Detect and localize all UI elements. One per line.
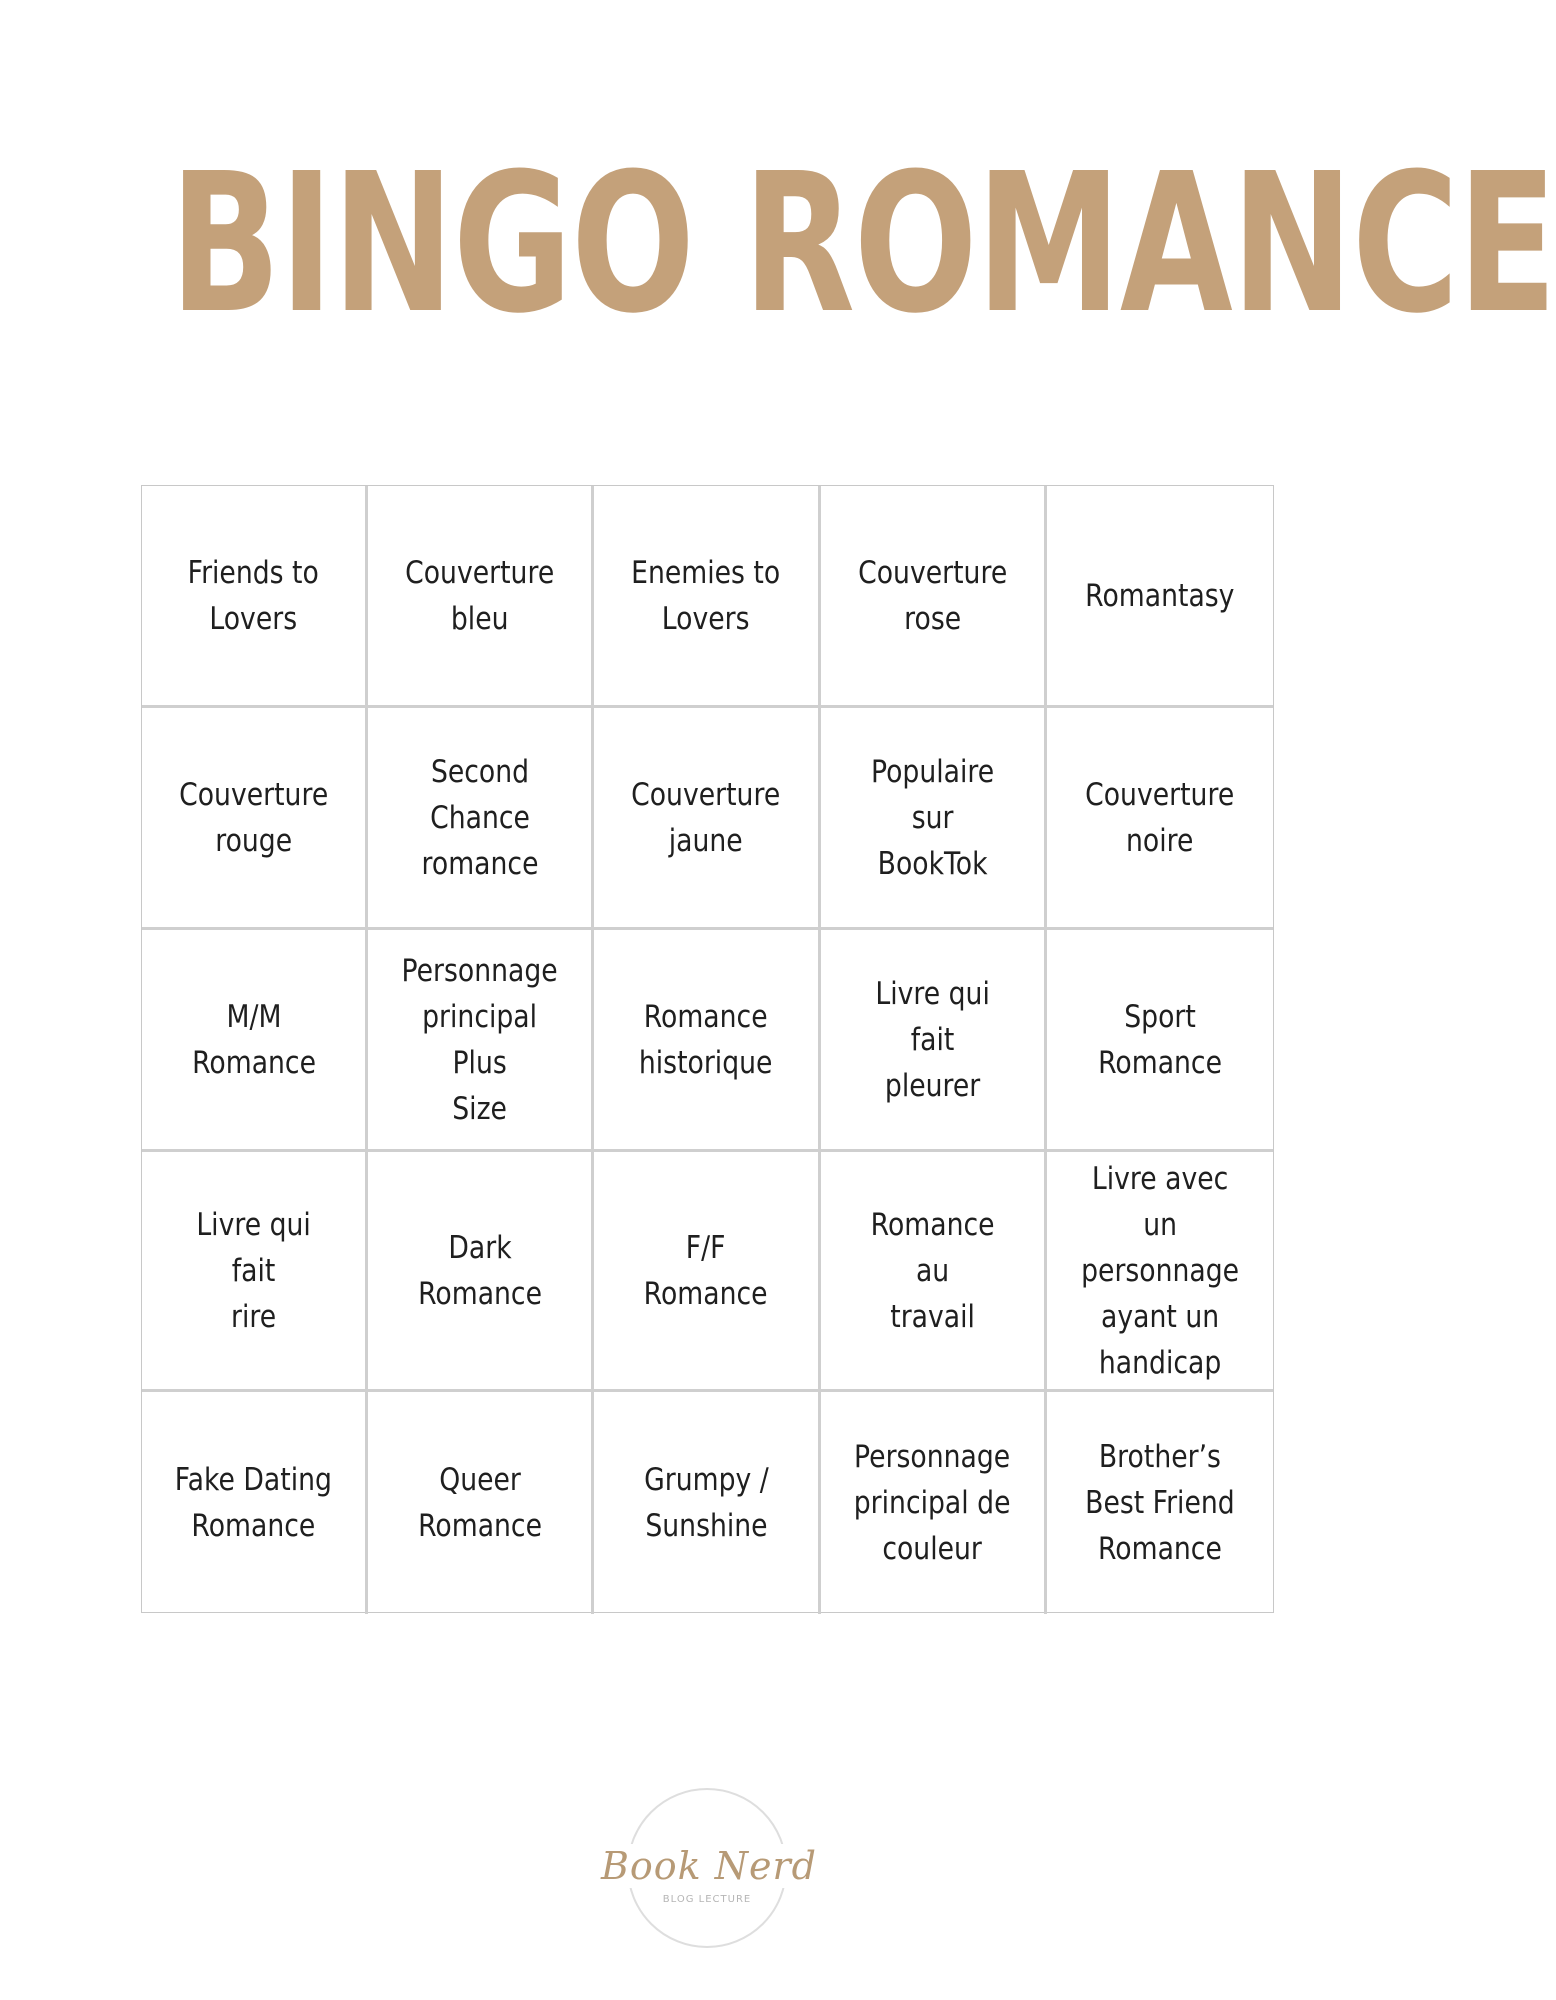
bingo-cell — [594, 708, 820, 930]
bingo-cell — [142, 1152, 368, 1392]
bingo-cell — [1047, 1392, 1273, 1614]
book-nerd-logo — [600, 1788, 817, 1948]
bingo-cell — [368, 930, 594, 1152]
bingo-cell-label: Livre qui fait rire — [196, 1206, 311, 1335]
bingo-cell — [142, 930, 368, 1152]
bingo-cell — [368, 1152, 594, 1392]
bingo-cell — [594, 930, 820, 1152]
bingo-cell — [1047, 486, 1273, 708]
bingo-cell — [1047, 1152, 1273, 1392]
page-title: BINGO ROMANCE — [169, 133, 1556, 356]
bingo-cell — [1047, 708, 1273, 930]
bingo-cell — [594, 1152, 820, 1392]
bingo-cell-label: Brother’s Best Friend Romance — [1085, 1439, 1235, 1567]
bingo-cell-label: Second Chance romance — [421, 753, 539, 882]
logo-name: Book Nerd — [589, 1844, 829, 1888]
bingo-cell — [594, 486, 820, 708]
bingo-cell-label: F/F Romance — [644, 1229, 768, 1312]
bingo-cell-label: Queer Romance — [417, 1462, 542, 1544]
bingo-cell-label: Romance historique — [639, 998, 773, 1081]
bingo-cell-label: Sport Romance — [1097, 998, 1222, 1081]
bingo-cell — [821, 930, 1047, 1152]
bingo-cell — [821, 1392, 1047, 1614]
bingo-cell-label: Fake Dating Romance — [175, 1462, 333, 1544]
bingo-cell-label: Couverture rose — [857, 554, 1007, 637]
bingo-cell-label: Livre qui fait pleurer — [874, 975, 990, 1104]
bingo-cell-label: Romance au travail — [870, 1206, 995, 1335]
bingo-cell-label: Couverture jaune — [631, 776, 781, 859]
logo-subtitle: BLOG LECTURE — [662, 1894, 752, 1905]
bingo-cell-label: Personnage principal Plus Size — [401, 952, 558, 1127]
bingo-cell — [1047, 930, 1273, 1152]
bingo-cell — [142, 486, 368, 708]
bingo-cell-label: Couverture rouge — [179, 776, 329, 859]
bingo-cell-label: Enemies to Lovers — [631, 554, 781, 637]
bingo-cell-label: Personnage principal de couleur — [853, 1439, 1011, 1567]
bingo-cell — [594, 1392, 820, 1614]
bingo-cell — [368, 486, 594, 708]
bingo-cell-label: Dark Romance — [417, 1229, 542, 1312]
bingo-cell-label: Populaire sur BookTok — [870, 753, 994, 882]
bingo-cell-label: Romantasy — [1085, 577, 1235, 614]
bingo-cell — [368, 708, 594, 930]
bingo-grid — [141, 485, 1274, 1613]
bingo-cell — [142, 1392, 368, 1614]
bingo-cell — [821, 486, 1047, 708]
bingo-cell-label: Grumpy / Sunshine — [643, 1462, 769, 1544]
bingo-cell — [368, 1392, 594, 1614]
bingo-cell-label: Couverture noire — [1085, 776, 1235, 859]
bingo-cell-label: M/M Romance — [191, 998, 316, 1081]
bingo-cell — [821, 708, 1047, 930]
bingo-cell-label: Friends to Lovers — [188, 554, 320, 637]
bingo-cell — [142, 708, 368, 930]
bingo-cell-label: Couverture bleu — [405, 554, 555, 637]
bingo-cell-label: Livre avec un personnage ayant un handicap — [1080, 1160, 1239, 1381]
bingo-cell — [821, 1152, 1047, 1392]
